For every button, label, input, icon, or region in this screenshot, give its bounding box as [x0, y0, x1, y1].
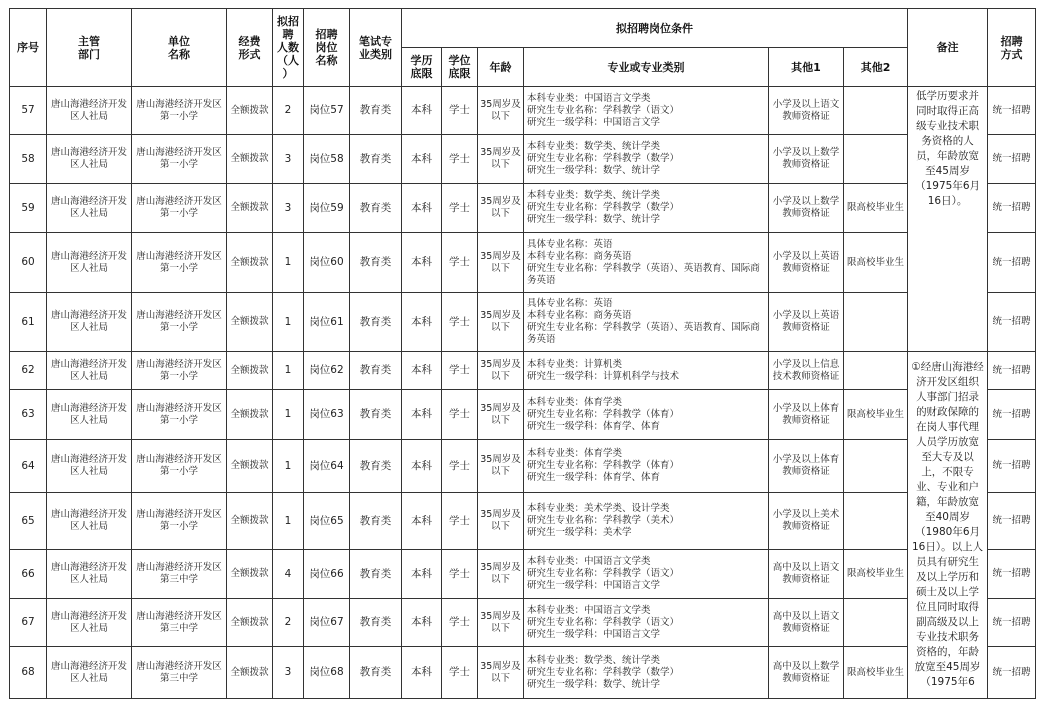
table-row — [10, 550, 1036, 599]
cell-major: 具体专业名称：英语 本科专业名称：商务英语 研究生专业名称：学科教学（英语）、英语教育、国际商务英语 — [524, 293, 769, 352]
table-row — [10, 135, 1036, 184]
cell-edu: 本科 — [402, 550, 442, 599]
cell-post: 岗位66 — [304, 550, 350, 599]
cell-age: 35周岁及以下 — [478, 493, 524, 550]
cell-dept: 唐山海港经济开发区人社局 — [47, 493, 132, 550]
cell-seq: 66 — [10, 550, 47, 599]
cell-degree: 学士 — [442, 647, 478, 699]
cell-major: 本科专业类：中国语言文学类 研究生专业名称：学科教学（语文） 研究生一级学科：中国语言文学 — [524, 87, 769, 135]
cell-count: 1 — [273, 352, 304, 390]
cell-dept: 唐山海港经济开发区人社局 — [47, 87, 132, 135]
cell-other1: 小学及以上数学教师资格证 — [769, 184, 844, 233]
cell-degree: 学士 — [442, 599, 478, 647]
table-row — [10, 87, 1036, 135]
cell-post: 岗位65 — [304, 493, 350, 550]
cell-method: 统一招聘 — [988, 440, 1036, 493]
cell-count: 1 — [273, 293, 304, 352]
table-row — [10, 233, 1036, 293]
cell-exam: 教育类 — [350, 647, 402, 699]
header-other1: 其他1 — [769, 48, 844, 87]
table-row — [10, 293, 1036, 352]
cell-major: 本科专业类：中国语言文学类 研究生专业名称：学科教学（语文） 研究生一级学科：中国语言文学 — [524, 599, 769, 647]
cell-degree: 学士 — [442, 293, 478, 352]
cell-unit: 唐山海港经济开发区第三中学 — [132, 647, 227, 699]
cell-seq: 65 — [10, 493, 47, 550]
cell-edu: 本科 — [402, 293, 442, 352]
header-seq: 序号 — [10, 9, 47, 87]
cell-post: 岗位68 — [304, 647, 350, 699]
cell-method: 统一招聘 — [988, 184, 1036, 233]
cell-age: 35周岁及以下 — [478, 352, 524, 390]
cell-age: 35周岁及以下 — [478, 293, 524, 352]
cell-fund: 全额拨款 — [227, 440, 273, 493]
cell-count: 2 — [273, 87, 304, 135]
cell-exam: 教育类 — [350, 390, 402, 440]
cell-dept: 唐山海港经济开发区人社局 — [47, 184, 132, 233]
cell-fund: 全额拨款 — [227, 352, 273, 390]
cell-count: 1 — [273, 233, 304, 293]
cell-method: 统一招聘 — [988, 550, 1036, 599]
cell-age: 35周岁及以下 — [478, 647, 524, 699]
cell-seq: 60 — [10, 233, 47, 293]
cell-seq: 58 — [10, 135, 47, 184]
cell-count: 3 — [273, 135, 304, 184]
cell-edu: 本科 — [402, 184, 442, 233]
cell-edu: 本科 — [402, 440, 442, 493]
cell-edu: 本科 — [402, 599, 442, 647]
cell-other2: 限高校毕业生 — [844, 550, 908, 599]
cell-method: 统一招聘 — [988, 87, 1036, 135]
cell-seq: 59 — [10, 184, 47, 233]
cell-post: 岗位67 — [304, 599, 350, 647]
cell-post: 岗位62 — [304, 352, 350, 390]
cell-method: 统一招聘 — [988, 493, 1036, 550]
cell-unit: 唐山海港经济开发区第一小学 — [132, 352, 227, 390]
cell-post: 岗位58 — [304, 135, 350, 184]
cell-exam: 教育类 — [350, 233, 402, 293]
cell-exam: 教育类 — [350, 550, 402, 599]
cell-degree: 学士 — [442, 87, 478, 135]
cell-other2: 限高校毕业生 — [844, 647, 908, 699]
header-age: 年龄 — [478, 48, 524, 87]
cell-fund: 全额拨款 — [227, 599, 273, 647]
cell-post: 岗位57 — [304, 87, 350, 135]
cell-fund: 全额拨款 — [227, 493, 273, 550]
cell-other1: 高中及以上数学教师资格证 — [769, 647, 844, 699]
cell-age: 35周岁及以下 — [478, 184, 524, 233]
header-unit: 单位 名称 — [132, 9, 227, 87]
cell-unit: 唐山海港经济开发区第一小学 — [132, 440, 227, 493]
cell-other2 — [844, 352, 908, 390]
cell-other1: 小学及以上英语教师资格证 — [769, 293, 844, 352]
cell-post: 岗位61 — [304, 293, 350, 352]
cell-age: 35周岁及以下 — [478, 135, 524, 184]
cell-exam: 教育类 — [350, 352, 402, 390]
cell-unit: 唐山海港经济开发区第一小学 — [132, 233, 227, 293]
cell-degree: 学士 — [442, 390, 478, 440]
cell-unit: 唐山海港经济开发区第一小学 — [132, 390, 227, 440]
cell-dept: 唐山海港经济开发区人社局 — [47, 647, 132, 699]
cell-degree: 学士 — [442, 184, 478, 233]
cell-other1: 小学及以上数学教师资格证 — [769, 135, 844, 184]
table-row — [10, 390, 1036, 440]
cell-other1: 小学及以上美术教师资格证 — [769, 493, 844, 550]
cell-other1: 高中及以上语文教师资格证 — [769, 599, 844, 647]
header-major: 专业或专业类别 — [524, 48, 769, 87]
cell-method: 统一招聘 — [988, 390, 1036, 440]
cell-exam: 教育类 — [350, 87, 402, 135]
cell-count: 4 — [273, 550, 304, 599]
cell-age: 35周岁及以下 — [478, 390, 524, 440]
cell-exam: 教育类 — [350, 599, 402, 647]
cell-dept: 唐山海港经济开发区人社局 — [47, 599, 132, 647]
cell-major: 本科专业类：美术学类、设计学类 研究生专业名称：学科教学（美术） 研究生一级学科：美术学 — [524, 493, 769, 550]
table-row — [10, 184, 1036, 233]
cell-dept: 唐山海港经济开发区人社局 — [47, 390, 132, 440]
cell-seq: 68 — [10, 647, 47, 699]
recruitment-table — [9, 8, 1036, 699]
header-edu: 学历 底限 — [402, 48, 442, 87]
cell-other1: 高中及以上语文教师资格证 — [769, 550, 844, 599]
table-row — [10, 647, 1036, 699]
cell-major: 本科专业类：体育学类 研究生专业名称：学科教学（体育） 研究生一级学科：体育学、体育 — [524, 440, 769, 493]
cell-method: 统一招聘 — [988, 599, 1036, 647]
cell-fund: 全额拨款 — [227, 390, 273, 440]
cell-seq: 57 — [10, 87, 47, 135]
cell-other2: 限高校毕业生 — [844, 233, 908, 293]
cell-other1: 小学及以上英语教师资格证 — [769, 233, 844, 293]
cell-method: 统一招聘 — [988, 352, 1036, 390]
cell-post: 岗位64 — [304, 440, 350, 493]
cell-post: 岗位59 — [304, 184, 350, 233]
cell-unit: 唐山海港经济开发区第三中学 — [132, 550, 227, 599]
table-row — [10, 352, 1036, 390]
cell-fund: 全额拨款 — [227, 233, 273, 293]
cell-other2 — [844, 599, 908, 647]
cell-method: 统一招聘 — [988, 233, 1036, 293]
cell-other2: 限高校毕业生 — [844, 184, 908, 233]
header-row-1 — [10, 9, 1036, 48]
cell-major: 本科专业类：计算机类 研究生一级学科：计算机科学与技术 — [524, 352, 769, 390]
cell-other2: 限高校毕业生 — [844, 390, 908, 440]
cell-seq: 64 — [10, 440, 47, 493]
cell-edu: 本科 — [402, 352, 442, 390]
cell-degree: 学士 — [442, 440, 478, 493]
cell-method: 统一招聘 — [988, 135, 1036, 184]
cell-degree: 学士 — [442, 233, 478, 293]
cell-other2 — [844, 493, 908, 550]
cell-count: 1 — [273, 440, 304, 493]
cell-dept: 唐山海港经济开发区人社局 — [47, 352, 132, 390]
cell-other1: 小学及以上体育教师资格证 — [769, 390, 844, 440]
cell-seq: 67 — [10, 599, 47, 647]
cell-age: 35周岁及以下 — [478, 87, 524, 135]
header-method: 招聘 方式 — [988, 9, 1036, 87]
cell-edu: 本科 — [402, 233, 442, 293]
cell-seq: 62 — [10, 352, 47, 390]
cell-count: 3 — [273, 647, 304, 699]
cell-major: 本科专业类：数学类、统计学类 研究生专业名称：学科教学（数学） 研究生一级学科：数学、统计学 — [524, 184, 769, 233]
cell-fund: 全额拨款 — [227, 293, 273, 352]
cell-edu: 本科 — [402, 87, 442, 135]
cell-fund: 全额拨款 — [227, 647, 273, 699]
header-other2: 其他2 — [844, 48, 908, 87]
remark-note-1: 低学历要求并同时取得正高级专业技术职务资格的人员，年龄放宽至45周岁（1975年6月16日）。 — [908, 87, 988, 352]
cell-other1: 小学及以上语文教师资格证 — [769, 87, 844, 135]
cell-exam: 教育类 — [350, 440, 402, 493]
header-conditions: 拟招聘岗位条件 — [402, 9, 908, 48]
cell-dept: 唐山海港经济开发区人社局 — [47, 135, 132, 184]
header-remark: 备注 — [908, 9, 988, 87]
cell-other2 — [844, 87, 908, 135]
cell-exam: 教育类 — [350, 184, 402, 233]
table-row — [10, 599, 1036, 647]
cell-seq: 61 — [10, 293, 47, 352]
cell-major: 本科专业类：体育学类 研究生专业名称：学科教学（体育） 研究生一级学科：体育学、体育 — [524, 390, 769, 440]
cell-age: 35周岁及以下 — [478, 599, 524, 647]
cell-count: 3 — [273, 184, 304, 233]
cell-other2 — [844, 293, 908, 352]
cell-edu: 本科 — [402, 647, 442, 699]
cell-other2 — [844, 135, 908, 184]
cell-post: 岗位60 — [304, 233, 350, 293]
header-degree: 学位 底限 — [442, 48, 478, 87]
cell-count: 2 — [273, 599, 304, 647]
remark-note-2: ①经唐山海港经济开发区组织人事部门招录的财政保障的在岗人事代理人员学历放宽至大专及以上，不限专业、专业和户籍，年龄放宽至40周岁（1980年6月16日）。以上人员具有研究生及以上学历和硕士及以上学位且同时取得副高级及以上专业技术职务资格的，年龄放宽至45周岁（1975年6 — [908, 352, 988, 699]
cell-edu: 本科 — [402, 493, 442, 550]
header-fund: 经费 形式 — [227, 9, 273, 87]
cell-major: 本科专业类：中国语言文学类 研究生专业名称：学科教学（语文） 研究生一级学科：中国语言文学 — [524, 550, 769, 599]
cell-fund: 全额拨款 — [227, 135, 273, 184]
cell-dept: 唐山海港经济开发区人社局 — [47, 233, 132, 293]
cell-degree: 学士 — [442, 352, 478, 390]
table-row — [10, 493, 1036, 550]
cell-exam: 教育类 — [350, 135, 402, 184]
header-post: 招聘 岗位 名称 — [304, 9, 350, 87]
cell-fund: 全额拨款 — [227, 87, 273, 135]
cell-unit: 唐山海港经济开发区第一小学 — [132, 135, 227, 184]
cell-unit: 唐山海港经济开发区第一小学 — [132, 293, 227, 352]
cell-post: 岗位63 — [304, 390, 350, 440]
cell-method: 统一招聘 — [988, 647, 1036, 699]
cell-degree: 学士 — [442, 550, 478, 599]
cell-method: 统一招聘 — [988, 293, 1036, 352]
header-dept: 主管 部门 — [47, 9, 132, 87]
cell-fund: 全额拨款 — [227, 184, 273, 233]
cell-major: 具体专业名称：英语 本科专业名称：商务英语 研究生专业名称：学科教学（英语）、英语教育、国际商务英语 — [524, 233, 769, 293]
cell-other2 — [844, 440, 908, 493]
cell-edu: 本科 — [402, 390, 442, 440]
cell-major: 本科专业类：数学类、统计学类 研究生专业名称：学科教学（数学） 研究生一级学科：数学、统计学 — [524, 135, 769, 184]
cell-count: 1 — [273, 390, 304, 440]
table-row — [10, 440, 1036, 493]
cell-edu: 本科 — [402, 135, 442, 184]
cell-dept: 唐山海港经济开发区人社局 — [47, 440, 132, 493]
cell-degree: 学士 — [442, 135, 478, 184]
cell-unit: 唐山海港经济开发区第一小学 — [132, 184, 227, 233]
cell-seq: 63 — [10, 390, 47, 440]
cell-dept: 唐山海港经济开发区人社局 — [47, 550, 132, 599]
cell-count: 1 — [273, 493, 304, 550]
cell-degree: 学士 — [442, 493, 478, 550]
cell-age: 35周岁及以下 — [478, 550, 524, 599]
cell-other1: 小学及以上体育教师资格证 — [769, 440, 844, 493]
cell-exam: 教育类 — [350, 293, 402, 352]
header-exam: 笔试专 业类别 — [350, 9, 402, 87]
cell-age: 35周岁及以下 — [478, 233, 524, 293]
cell-unit: 唐山海港经济开发区第一小学 — [132, 87, 227, 135]
cell-other1: 小学及以上信息技术教师资格证 — [769, 352, 844, 390]
cell-dept: 唐山海港经济开发区人社局 — [47, 293, 132, 352]
cell-unit: 唐山海港经济开发区第一小学 — [132, 493, 227, 550]
cell-age: 35周岁及以下 — [478, 440, 524, 493]
cell-unit: 唐山海港经济开发区第三中学 — [132, 599, 227, 647]
cell-exam: 教育类 — [350, 493, 402, 550]
cell-major: 本科专业类：数学类、统计学类 研究生专业名称：学科教学（数学） 研究生一级学科：数学、统计学 — [524, 647, 769, 699]
cell-fund: 全额拨款 — [227, 550, 273, 599]
header-count: 拟招 聘 人数 （人 ） — [273, 9, 304, 87]
